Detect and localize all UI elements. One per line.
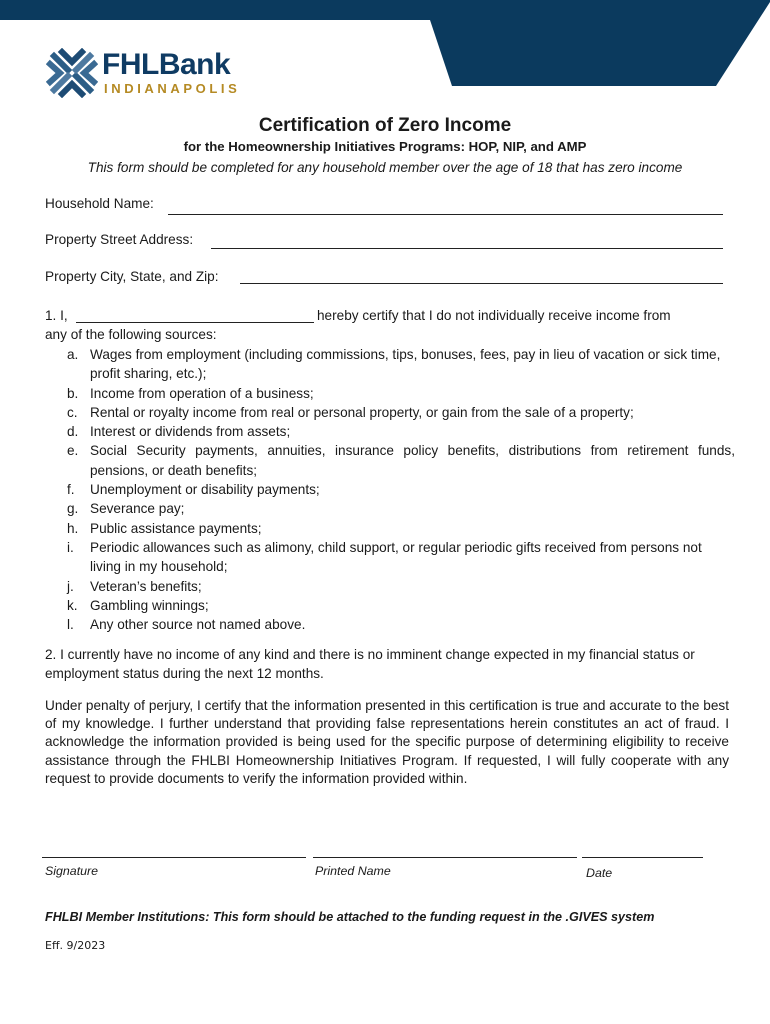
list-letter: h. (67, 520, 79, 536)
certifier-name-line[interactable] (76, 322, 314, 323)
list-item (45, 615, 735, 634)
signature-line[interactable] (42, 857, 306, 858)
list-letter: e. (67, 443, 79, 459)
list-letter: a. (67, 347, 79, 362)
printed-name-line[interactable] (313, 857, 577, 858)
list-letter: l. (67, 617, 74, 633)
street-address-label: Property Street Address: (45, 232, 194, 247)
logo-mark-icon (46, 48, 98, 98)
street-address-line[interactable] (211, 248, 723, 249)
statement1-prefix: 1. I, (45, 308, 68, 323)
list-item (45, 480, 735, 499)
list-letter: g. (67, 501, 79, 517)
list-letter: k. (67, 597, 78, 613)
list-item (45, 577, 735, 596)
list-letter: d. (67, 424, 79, 440)
form-instruction: This form should be completed for any household member over the age of 18 that has zero income (87, 160, 683, 175)
city-state-zip-line[interactable] (240, 283, 723, 284)
statement1-suffix: hereby certify that I do not individually receive income from (317, 308, 671, 323)
perjury-statement: Under penalty of perjury, I certify that the information presented in this certification is true and accurate to the best of my knowledge. I further understand that providing false representations herein constitutes an act of fraud. I acknowledge the information provided is being used for the specific purpose of determining eligibility to receive assistance through the FHLBI Homeownership Initiatives Program. If requested, I will fully cooperate with any request to provide documents to verify the information provided within. (45, 698, 729, 786)
logo-city-text: INDIANAPOLIS (104, 81, 241, 96)
list-text: Unemployment or disability payments; (90, 482, 320, 498)
household-name-label: Household Name: (45, 196, 154, 211)
list-text: Any other source not named above. (90, 617, 306, 633)
income-sources-list (45, 345, 735, 634)
list-text: Wages from employment (including commissions, tips, bonuses, fees, pay in lieu of vacation or sick time, profit sharing, etc.); (90, 347, 721, 382)
date-line[interactable] (582, 857, 703, 858)
date-label: Date (586, 866, 613, 880)
signature-label: Signature (45, 864, 99, 878)
page-title: Certification of Zero Income (258, 115, 512, 136)
list-item (45, 403, 735, 422)
list-text: Social Security payments, annuities, insurance policy benefits, distributions from retirement funds, pensions, or death benefits; (90, 443, 735, 478)
member-institutions-note: FHLBI Member Institutions: This form should be attached to the funding request in the .GIVES system (45, 910, 655, 924)
list-letter: f. (67, 482, 75, 498)
list-text: Interest or dividends from assets; (90, 424, 291, 440)
list-item (45, 441, 735, 480)
list-text: Income from operation of a business; (90, 385, 314, 401)
list-letter: c. (67, 404, 78, 420)
logo-brand-text: FHLBank (102, 48, 231, 81)
list-letter: b. (67, 385, 79, 401)
list-text: Veteran’s benefits; (90, 578, 202, 594)
list-letter: i. (67, 539, 74, 555)
printed-name-label: Printed Name (315, 864, 391, 878)
list-text: Gambling winnings; (90, 597, 209, 613)
household-name-line[interactable] (168, 214, 723, 215)
list-text: Periodic allowances such as alimony, child support, or regular periodic gifts received from persons not living in my household; (90, 539, 702, 575)
list-item (45, 499, 735, 518)
list-letter: j. (67, 578, 74, 594)
list-item (45, 596, 735, 615)
list-text: Severance pay; (90, 501, 185, 517)
list-item (45, 538, 735, 577)
statement2: 2. I currently have no income of any kind and there is no imminent change expected in my financial status or employment status during the next 12 months. (45, 647, 695, 682)
city-state-zip-label: Property City, State, and Zip: (45, 269, 219, 284)
effective-date: Eff. 9/2023 (45, 939, 106, 952)
list-item (45, 345, 735, 384)
list-item (45, 422, 735, 441)
page-subtitle: for the Homeownership Initiatives Programs: HOP, NIP, and AMP (183, 139, 587, 154)
list-item (45, 519, 735, 538)
statement1-continuation: any of the following sources: (45, 327, 217, 342)
list-item (45, 384, 735, 403)
list-text: Public assistance payments; (90, 520, 262, 536)
fhlbank-logo (46, 46, 256, 102)
list-text: Rental or royalty income from real or personal property, or gain from the sale of a property; (90, 404, 634, 420)
